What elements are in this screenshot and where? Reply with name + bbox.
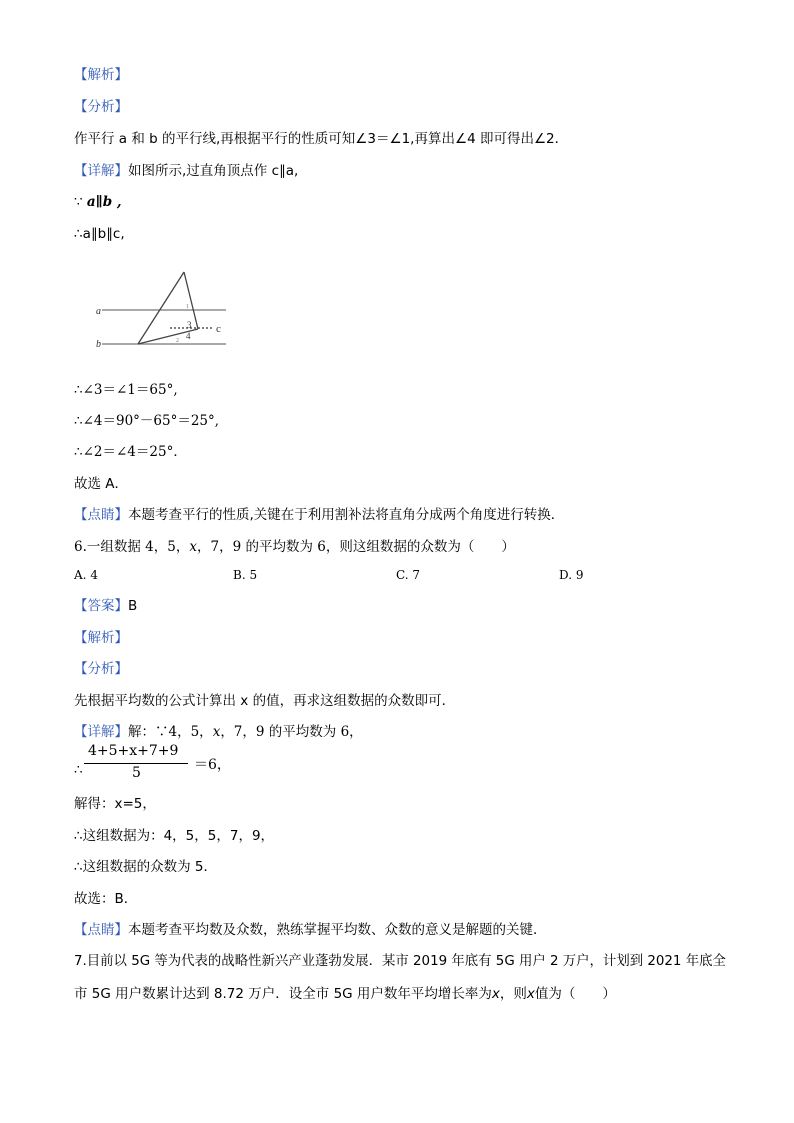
q6-summary-text: 本题考查平均数及众数，熟练掌握平均数、众数的意义是解题的关键．	[128, 922, 547, 938]
section-tag-xiangjie-2: 【详解】	[74, 724, 128, 740]
parallel-lines-figure	[88, 268, 238, 352]
q6-answer-line	[74, 597, 137, 615]
section-tag-jiexi-2: 【解析】	[74, 630, 128, 646]
q7-variable-x-2: x	[526, 986, 535, 1002]
q7-line2-suffix: 值为（ ）	[534, 986, 616, 1002]
q6-detail-x: x	[212, 724, 221, 740]
q6-option-a	[74, 568, 98, 582]
q6-detail-suffix: ，7，9 的平均数为 6，	[220, 724, 363, 740]
label-c: c	[216, 323, 221, 335]
q6-detail-line	[74, 723, 363, 741]
q6-question-prefix: 6.一组数据 4，5，	[74, 539, 190, 555]
q5-step-2: ∴∠4＝90°－65°＝25°,	[74, 413, 220, 429]
q5-analysis-text: 作平行 a 和 b 的平行线,再根据平行的性质可知∠3＝∠1,再算出∠4 即可得出∠2．	[74, 131, 569, 147]
option-value: 5	[249, 568, 258, 582]
q5-detail-text: 如图所示,过直角顶点作 c∥a,	[128, 163, 299, 179]
q6-option-c	[396, 568, 420, 582]
q7-question-line-2	[74, 985, 616, 1003]
q5-summary-line	[74, 506, 564, 524]
q6-summary-line	[74, 921, 547, 939]
angle-label-4: 4	[186, 331, 191, 341]
label-b: b	[96, 339, 101, 350]
section-tag-fenxi-2: 【分析】	[74, 661, 128, 677]
angle-label-2: 2	[176, 338, 179, 344]
fraction-denominator: 5	[132, 765, 141, 781]
fraction-bar	[84, 763, 188, 764]
triangle-side-left	[138, 272, 184, 344]
because-symbol: ∵	[74, 194, 83, 210]
q5-step-1: ∴∠3＝∠1＝65°,	[74, 382, 178, 398]
angle-label-1: 1	[186, 304, 189, 310]
q5-therefore-line: ∴a∥b∥c,	[74, 226, 125, 242]
q7-line2-mid: ，则	[499, 986, 527, 1002]
q6-analysis-text: 先根据平均数的公式计算出 x 的值，再求这组数据的众数即可．	[74, 693, 456, 709]
fraction-numerator: 4+5+x+7+9	[88, 743, 179, 759]
q6-data-line: ∴这组数据为：4，5，5，7，9，	[74, 828, 275, 844]
q5-choice: 故选 A．	[74, 476, 129, 492]
option-value: 7	[412, 568, 421, 582]
therefore-symbol: ∴	[74, 762, 83, 778]
q5-summary-text: 本题考查平行的性质,关键在于利用割补法将直角分成两个角度进行转换．	[128, 507, 565, 523]
option-letter: D.	[559, 568, 573, 582]
q7-question-line-1: 7.目前以 5G 等为代表的战略性新兴产业蓬勃发展．某市 2019 年底有 5G 用户 2 万户，计划到 2021 年底全	[74, 954, 726, 969]
because-expression: a∥b ,	[86, 194, 122, 210]
option-letter: C.	[396, 568, 409, 582]
q6-question-suffix: ，7，9 的平均数为 6，则这组数据的众数为（ ）	[196, 539, 515, 555]
q6-solve-line: 解得：x=5，	[74, 796, 156, 812]
q6-variable-x: x	[189, 539, 197, 555]
section-tag-xiangjie: 【详解】	[74, 163, 128, 179]
option-value: 4	[90, 568, 98, 582]
section-tag-fenxi: 【分析】	[74, 99, 128, 115]
q7-line2-prefix: 市 5G 用户数累计达到 8.72 万户．设全市 5G 用户数年平均增长率为	[74, 986, 492, 1002]
q6-detail-prefix: 解：∵4，5，	[128, 724, 213, 740]
section-tag-jiexi: 【解析】	[74, 67, 128, 83]
q5-step-3: ∴∠2＝∠4＝25°．	[74, 444, 187, 460]
q6-mode-line: ∴这组数据的众数为 5．	[74, 859, 217, 875]
q6-choice: 故选：B．	[74, 891, 138, 907]
section-tag-dianjing-2: 【点睛】	[74, 922, 128, 938]
option-letter: A.	[74, 568, 87, 582]
fraction-result: ＝6，	[194, 757, 231, 773]
angle-label-3: 3	[187, 320, 192, 330]
option-value: 9	[575, 568, 584, 582]
label-a: a	[96, 306, 101, 317]
option-letter: B.	[233, 568, 246, 582]
q6-answer: B	[128, 598, 138, 614]
q7-variable-x: x	[491, 986, 500, 1002]
section-tag-daan: 【答案】	[74, 598, 128, 614]
section-tag-dianjing: 【点睛】	[74, 507, 128, 523]
q6-option-d	[559, 568, 583, 582]
q5-detail-line	[74, 162, 298, 180]
q6-question	[74, 538, 515, 556]
q6-option-b	[233, 568, 257, 582]
q5-because-line	[74, 193, 122, 211]
